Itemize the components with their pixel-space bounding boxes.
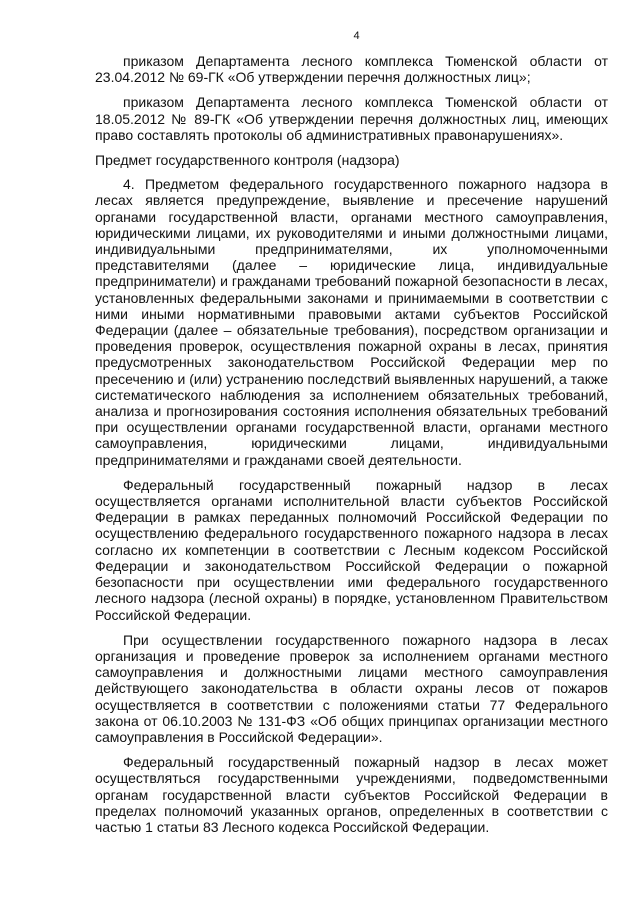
paragraph-institutions: Федеральный государственный пожарный надзор в лесах может осуществляться государственными учреждениями, подведомственными органам государственной власти субъектов Российской Федерации в пределах полномочий указанных органов, определенных в соответствии с частью 1 статьи 83 Лесного кодекса Российской Федерации. (95, 754, 608, 835)
paragraph-item-4: 4. Предметом федерального государственного пожарного надзора в лесах является предупреждение, выявление и пресечение нарушений органами государственной власти, органами местного самоуправления, юридическими лицами, их руководителями и иными должностными лицами, индивидуальными предпринимателями, их уполномоченными представителями (далее – юридические лица, индивидуальные предприниматели) и гражданами требований пожарной безопасности в лесах, установленных федеральными законами и принимаемыми в соответствии с ними иными нормативными правовыми актами субъектов Российской Федерации (далее – обязательные требования), посредством организации и проведения проверок, осуществления пожарной охраны в лесах, принятия предусмотренных законодательством Российской Федерации мер по пресечению и (или) устранению последствий выявленных нарушений, а также систематического наблюдения за исполнением обязательных требований, анализа и прогнозирования состояния исполнения обязательных требований при осуществлении органами государственной власти, органами местного самоуправления, юридическими лицами, индивидуальными предпринимателями и гражданами своей деятельности. (95, 176, 608, 468)
paragraph-federal-supervision: Федеральный государственный пожарный надзор в лесах осуществляется органами исполнительной власти субъектов Российской Федерации в рамках переданных полномочий Российской Федерации по осуществлению федерального государственного пожарного надзора в лесах согласно их компетенции в соответствии с Лесным кодексом Российской Федерации и законодательством Российской Федерации о пожарной безопасности при осуществлении ими федерального государственного лесного надзора (лесной охраны) в порядке, установленном Правительством Российской Федерации. (95, 476, 608, 623)
paragraph-order-69: приказом Департамента лесного комплекса Тюменской области от 23.04.2012 № 69-ГК «Об утверждении перечня должностных лиц»; (95, 53, 608, 86)
section-heading: Предмет государственного контроля (надзора) (95, 152, 400, 169)
page-number: 4 (353, 30, 360, 42)
paragraph-order-89: приказом Департамента лесного комплекса Тюменской области от 18.05.2012 № 89-ГК «Об утверждении перечня должностных лиц, имеющих право составлять протоколы об административных правонарушениях». (95, 94, 608, 143)
paragraph-inspections: При осуществлении государственного пожарного надзора в лесах организация и проведение проверок за исполнением органами местного самоуправления и должностными лицами местного самоуправления действующего законодательства в области охраны лесов от пожаров осуществляется в соответствии с положениями статьи 77 Федерального закона от 06.10.2003 № 131-ФЗ «Об общих принципах организации местного самоуправления в Российской Федерации». (95, 631, 608, 745)
